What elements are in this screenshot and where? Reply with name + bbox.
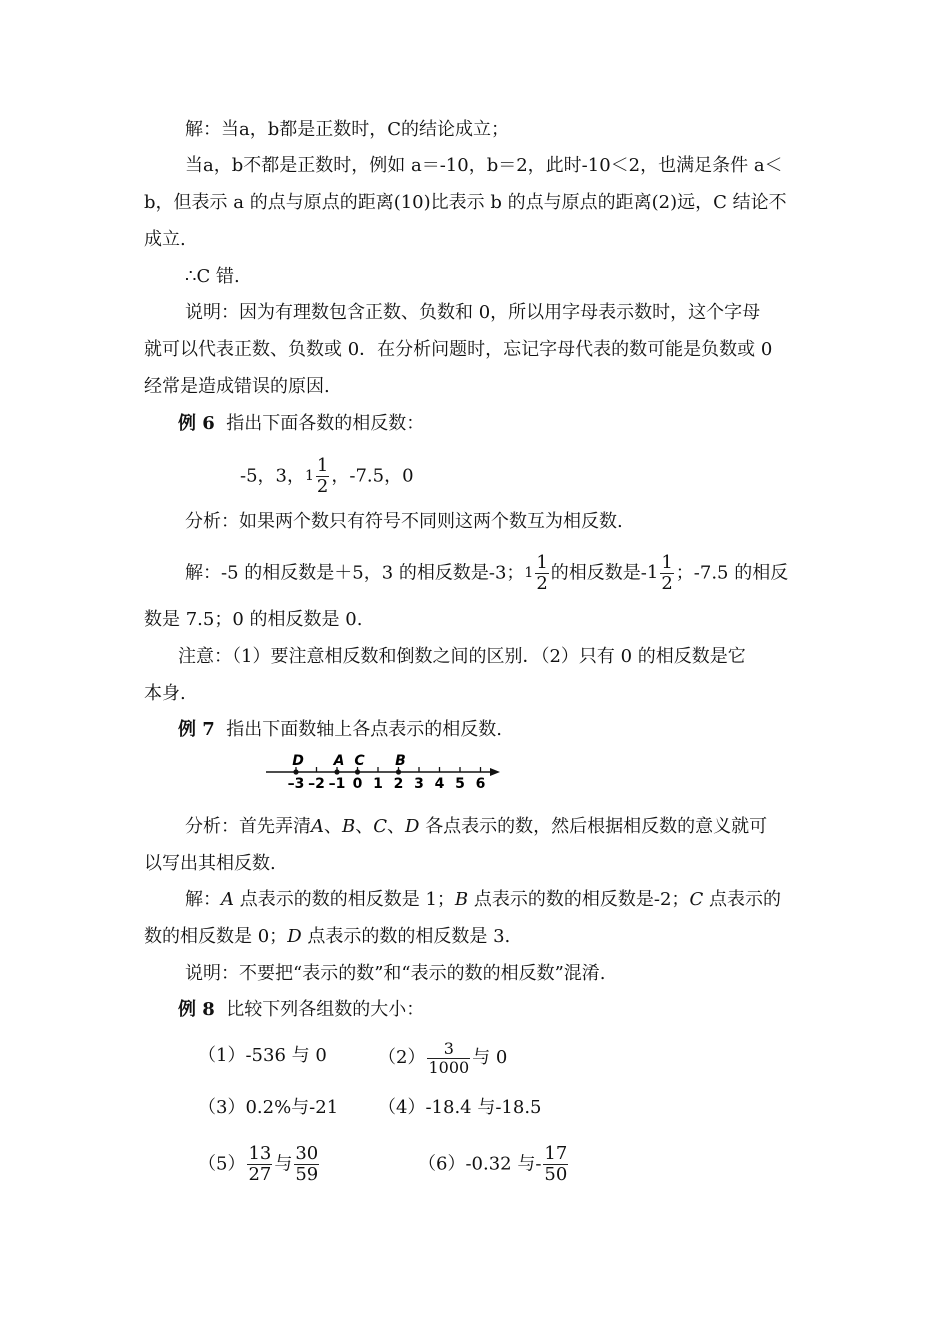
example-6-number-list	[240, 456, 414, 497]
item-3: （3）0.2%与-21	[198, 1097, 339, 1118]
point-D-label: D	[292, 753, 304, 769]
fraction	[427, 1040, 470, 1076]
fraction	[660, 553, 673, 594]
solution-part-3: ；-7.5 的相反	[675, 562, 789, 584]
mixed-number	[305, 456, 331, 497]
fraction-numerator: 13	[248, 1143, 272, 1164]
point-A-dot	[334, 769, 339, 774]
solution-c: 点表示的	[708, 889, 781, 910]
tick-label: 5	[455, 776, 465, 792]
mixed-whole: 1	[646, 562, 659, 584]
example-8-prompt: 比较下列各组数的大小：	[226, 999, 425, 1020]
point-C-dot	[355, 769, 360, 774]
point-D-dot	[293, 769, 298, 774]
item-5-prefix: （5）	[198, 1153, 246, 1175]
fraction	[535, 553, 548, 594]
example-6-prompt: 指出下面各数的相反数：	[226, 413, 425, 434]
point-B-label: B	[395, 753, 406, 769]
fraction-numerator: 1	[661, 552, 673, 573]
example-7-solution-line-1: 解：A 点表示的数的相反数是 1；B 点表示的数的相反数是-2；C 点表示的	[185, 889, 781, 910]
analysis-part-1: 分析：首先弄清	[185, 816, 311, 837]
example-7-solution-line-2	[144, 925, 510, 949]
note-line-2: 就可以代表正数、负数或 0．在分析问题时，忘记字母代表的数可能是负数或 0	[144, 339, 773, 360]
point-A-name: A	[311, 816, 324, 837]
example-6-heading	[178, 412, 424, 436]
fraction-denominator: 27	[248, 1163, 272, 1185]
example-7-analysis-line-1: 分析：首先弄清A、B、C、D 各点表示的数，然后根据相反数的意义就可	[185, 816, 768, 837]
item-2-suffix: 与 0	[472, 1047, 508, 1069]
note-line-3: 经常是造成错误的原因.	[144, 376, 330, 397]
item-6	[418, 1144, 570, 1185]
example-7-prompt: 指出下面数轴上各点表示的相反数.	[226, 719, 502, 740]
solution-c-end: 数的相反数是 0；	[144, 926, 288, 947]
item-2-prefix: （2）	[378, 1047, 426, 1069]
solution-c-line: 解：当a，b都是正数时，C的结论成立；	[185, 119, 510, 140]
solution-d: 点表示的数的相反数是 3.	[307, 926, 511, 947]
solution-part-2: 的相反数是-	[550, 562, 647, 584]
tick-label: 4	[434, 776, 445, 792]
tick-label: 1	[373, 776, 383, 792]
fraction-numerator: 1	[316, 455, 329, 476]
tick-label: 2	[393, 776, 404, 792]
item-6-prefix: （6）-0.32 与-	[418, 1153, 542, 1175]
example-7-analysis-line-2: 以写出其相反数.	[144, 853, 276, 874]
counterexample-line-3: 成立.	[144, 229, 186, 250]
example-6-note-line-1: 注意：（1）要注意相反数和倒数之间的区别．（2）只有 0 的相反数是它	[178, 646, 746, 667]
tick-label: –3	[287, 776, 305, 792]
counterexample-line-1: 当a，b不都是正数时，例如 a＝-10，b＝2，此时-10＜2，也满足条件 a＜	[185, 155, 783, 176]
fraction	[247, 1144, 272, 1185]
example-7-note: 说明：不要把“表示的数”和“表示的数的相反数”混淆.	[185, 963, 606, 984]
example-7-label: 例 7	[178, 719, 215, 740]
item-5-middle: 与	[274, 1153, 293, 1175]
tick-label: 0	[352, 776, 363, 792]
example-6-analysis: 分析：如果两个数只有符号不同则这两个数互为相反数.	[185, 511, 623, 532]
example-6-note-line-2: 本身.	[144, 683, 186, 704]
point-A-name: A	[221, 889, 234, 910]
point-D-name: D	[405, 816, 420, 837]
tick-label: –2	[308, 776, 325, 792]
item-4: （4）-18.4 与-18.5	[378, 1097, 542, 1118]
item-2	[378, 1040, 507, 1076]
example-6-solution-line-1	[185, 553, 788, 594]
example-7-heading	[178, 718, 502, 742]
list-suffix: ，-7.5，0	[331, 465, 414, 487]
point-B-name: B	[342, 816, 356, 837]
axis-arrow	[490, 768, 500, 776]
fraction-denominator: 50	[544, 1163, 568, 1185]
example-8-heading	[178, 998, 424, 1022]
fraction-numerator: 17	[544, 1143, 568, 1164]
number-line	[264, 752, 504, 794]
solution-b: 点表示的数的相反数是-2；	[473, 889, 690, 910]
tick-label: 3	[414, 776, 424, 792]
list-prefix: -5，3，	[240, 465, 305, 487]
item-5	[198, 1144, 321, 1185]
tick-label: –1	[328, 776, 346, 792]
mixed-number	[524, 553, 550, 594]
point-A-label: A	[333, 753, 345, 769]
solution-a: 点表示的数的相反数是 1；	[239, 889, 455, 910]
fraction-numerator: 30	[295, 1143, 319, 1164]
analysis-part-2: 各点表示的数，然后根据相反数的意义就可	[425, 816, 768, 837]
fraction-denominator: 59	[295, 1163, 319, 1185]
fraction-denominator: 2	[316, 475, 329, 497]
conclusion-line: ∴C 错.	[185, 266, 240, 287]
note-line-1: 说明：因为有理数包含正数、负数和 0，所以用字母表示数时，这个字母	[185, 302, 761, 323]
point-C-label: C	[354, 753, 365, 769]
example-8-label: 例 8	[178, 999, 215, 1020]
solution-part-1: 解：-5 的相反数是＋5，3 的相反数是-3；	[185, 562, 525, 584]
fraction-denominator: 2	[536, 572, 548, 594]
fraction-denominator: 2	[661, 572, 673, 594]
fraction	[316, 456, 329, 497]
counterexample-line-2: b，但表示 a 的点与原点的距离(10)比表示 b 的点与原点的距离(2)远，C 结论不	[144, 192, 787, 213]
point-C-name: C	[373, 816, 388, 837]
example-6-label: 例 6	[178, 413, 215, 434]
point-D-name: D	[287, 926, 302, 947]
mixed-whole: 1	[305, 468, 314, 485]
item-1: （1）-536 与 0	[198, 1045, 327, 1066]
fraction	[294, 1144, 319, 1185]
point-B-dot	[396, 769, 401, 774]
fraction-denominator: 1000	[428, 1057, 470, 1077]
example-6-solution-line-2: 数是 7.5；0 的相反数是 0.	[144, 609, 363, 630]
point-B-name: B	[454, 889, 469, 910]
fraction-numerator: 3	[427, 1040, 470, 1059]
fraction-numerator: 1	[536, 552, 548, 573]
mixed-whole: 1	[524, 565, 534, 582]
tick-label: 6	[475, 776, 486, 792]
mixed-number	[647, 553, 676, 594]
point-C-name: C	[689, 889, 704, 910]
fraction	[543, 1144, 568, 1185]
